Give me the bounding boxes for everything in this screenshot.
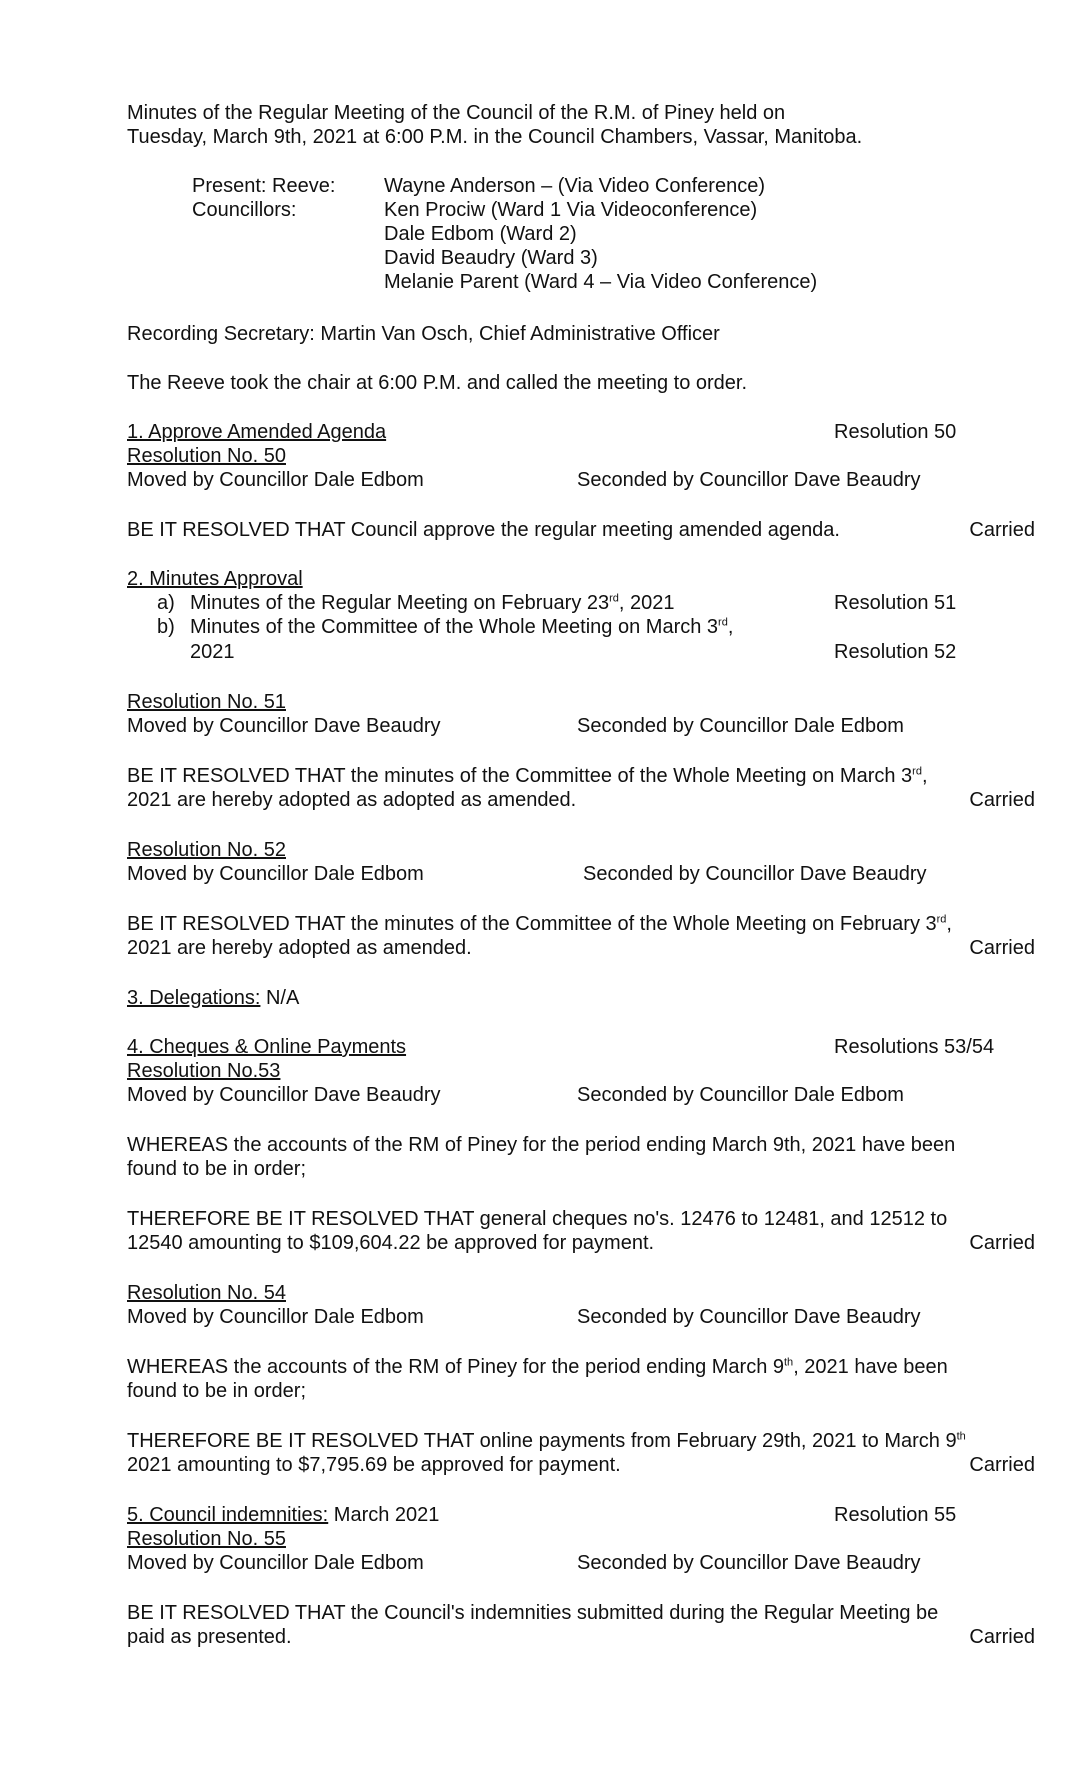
item-b-text: Minutes of the Committee of the Whole Meeting on March 3rd,: [190, 616, 734, 638]
present-label: Present: Reeve:: [192, 175, 336, 197]
resolution-50-moved: Moved by Councillor Dale Edbom: [127, 469, 424, 491]
recording-secretary: Recording Secretary: Martin Van Osch, Chief Administrative Officer: [127, 323, 720, 345]
section-4-resolution-ref: Resolutions 53/54: [834, 1036, 995, 1058]
resolution-51-label: Resolution No. 51: [127, 691, 286, 713]
item-a-resolution-ref: Resolution 51: [834, 592, 957, 614]
resolution-53-status: Carried: [969, 1232, 1035, 1254]
resolution-52-text-line-2: 2021 are hereby adopted as amended.: [127, 937, 472, 959]
resolution-55-text-line-2: paid as presented.: [127, 1626, 292, 1648]
section-5-resolution-ref: Resolution 55: [834, 1504, 957, 1526]
header-line-1: Minutes of the Regular Meeting of the Council of the R.M. of Piney held on: [127, 102, 786, 124]
section-1-title: 1. Approve Amended Agenda: [127, 421, 387, 443]
resolution-51-text-line-2: 2021 are hereby adopted as adopted as amended.: [127, 789, 577, 811]
resolution-54-label: Resolution No. 54: [127, 1282, 286, 1304]
resolution-50-status: Carried: [969, 519, 1035, 541]
attendee-name: Ken Prociw (Ward 1 Via Videoconference): [384, 199, 758, 221]
resolution-54-text-line-2: 2021 amounting to $7,795.69 be approved for payment.: [127, 1454, 621, 1476]
resolution-50-text: BE IT RESOLVED THAT Council approve the regular meeting amended agenda.: [127, 519, 840, 541]
resolution-53-seconded: Seconded by Councillor Dale Edbom: [577, 1084, 904, 1106]
resolution-55-seconded: Seconded by Councillor Dave Beaudry: [577, 1552, 921, 1574]
resolution-53-whereas: WHEREAS the accounts of the RM of Piney for the period ending March 9th, 2021 have been: [127, 1134, 956, 1156]
section-4-title: 4. Cheques & Online Payments: [127, 1036, 407, 1058]
attendee-name: Wayne Anderson – (Via Video Conference): [384, 175, 765, 197]
attendee-name: Dale Edbom (Ward 2): [384, 223, 577, 245]
councillors-label: Councillors:: [192, 199, 297, 221]
resolution-53-label: Resolution No.53: [127, 1060, 281, 1082]
resolution-51-seconded: Seconded by Councillor Dale Edbom: [577, 715, 904, 737]
resolution-54-seconded: Seconded by Councillor Dave Beaudry: [577, 1306, 921, 1328]
resolution-52-text: BE IT RESOLVED THAT the minutes of the Committee of the Whole Meeting on February 3rd,: [127, 913, 952, 935]
call-to-order: The Reeve took the chair at 6:00 P.M. and called the meeting to order.: [127, 372, 748, 394]
attendee-name: Melanie Parent (Ward 4 – Via Video Conference): [384, 271, 818, 293]
resolution-54-status: Carried: [969, 1454, 1035, 1476]
resolution-53-text-line-2: 12540 amounting to $109,604.22 be approved for payment.: [127, 1232, 655, 1254]
resolution-51-text: BE IT RESOLVED THAT the minutes of the Committee of the Whole Meeting on March 3rd,: [127, 765, 928, 787]
resolution-50-label: Resolution No. 50: [127, 445, 286, 467]
resolution-55-text: BE IT RESOLVED THAT the Council's indemnities submitted during the Regular Meeting be: [127, 1602, 939, 1624]
resolution-54-whereas: WHEREAS the accounts of the RM of Piney for the period ending March 9th, 2021 have been: [127, 1356, 948, 1378]
item-a-marker: a): [157, 592, 175, 614]
section-3-title: 3. Delegations: N/A: [127, 987, 300, 1009]
resolution-53-moved: Moved by Councillor Dave Beaudry: [127, 1084, 441, 1106]
resolution-50-seconded: Seconded by Councillor Dave Beaudry: [577, 469, 921, 491]
resolution-53-text: THEREFORE BE IT RESOLVED THAT general cheques no's. 12476 to 12481, and 12512 to: [127, 1208, 948, 1230]
resolution-54-whereas-line-2: found to be in order;: [127, 1380, 307, 1402]
resolution-52-label: Resolution No. 52: [127, 839, 286, 861]
section-5-title: 5. Council indemnities: March 2021: [127, 1504, 440, 1526]
resolution-52-moved: Moved by Councillor Dale Edbom: [127, 863, 424, 885]
resolution-52-status: Carried: [969, 937, 1035, 959]
resolution-51-status: Carried: [969, 789, 1035, 811]
item-b-text-line-2: 2021: [190, 641, 235, 663]
section-2-title: 2. Minutes Approval: [127, 568, 303, 590]
resolution-52-seconded: Seconded by Councillor Dave Beaudry: [583, 863, 927, 885]
resolution-53-whereas-line-2: found to be in order;: [127, 1158, 307, 1180]
resolution-54-text: THEREFORE BE IT RESOLVED THAT online payments from February 29th, 2021 to March 9th: [127, 1430, 966, 1452]
resolution-55-moved: Moved by Councillor Dale Edbom: [127, 1552, 424, 1574]
resolution-55-label: Resolution No. 55: [127, 1528, 286, 1550]
item-a-text: Minutes of the Regular Meeting on February 23rd, 2021: [190, 592, 675, 614]
resolution-51-moved: Moved by Councillor Dave Beaudry: [127, 715, 441, 737]
header-line-2: Tuesday, March 9th, 2021 at 6:00 P.M. in the Council Chambers, Vassar, Manitoba.: [127, 126, 863, 148]
resolution-55-status: Carried: [969, 1626, 1035, 1648]
item-b-marker: b): [157, 616, 175, 638]
section-1-resolution-ref: Resolution 50: [834, 421, 957, 443]
resolution-54-moved: Moved by Councillor Dale Edbom: [127, 1306, 424, 1328]
item-b-resolution-ref: Resolution 52: [834, 641, 957, 663]
attendee-name: David Beaudry (Ward 3): [384, 247, 598, 269]
